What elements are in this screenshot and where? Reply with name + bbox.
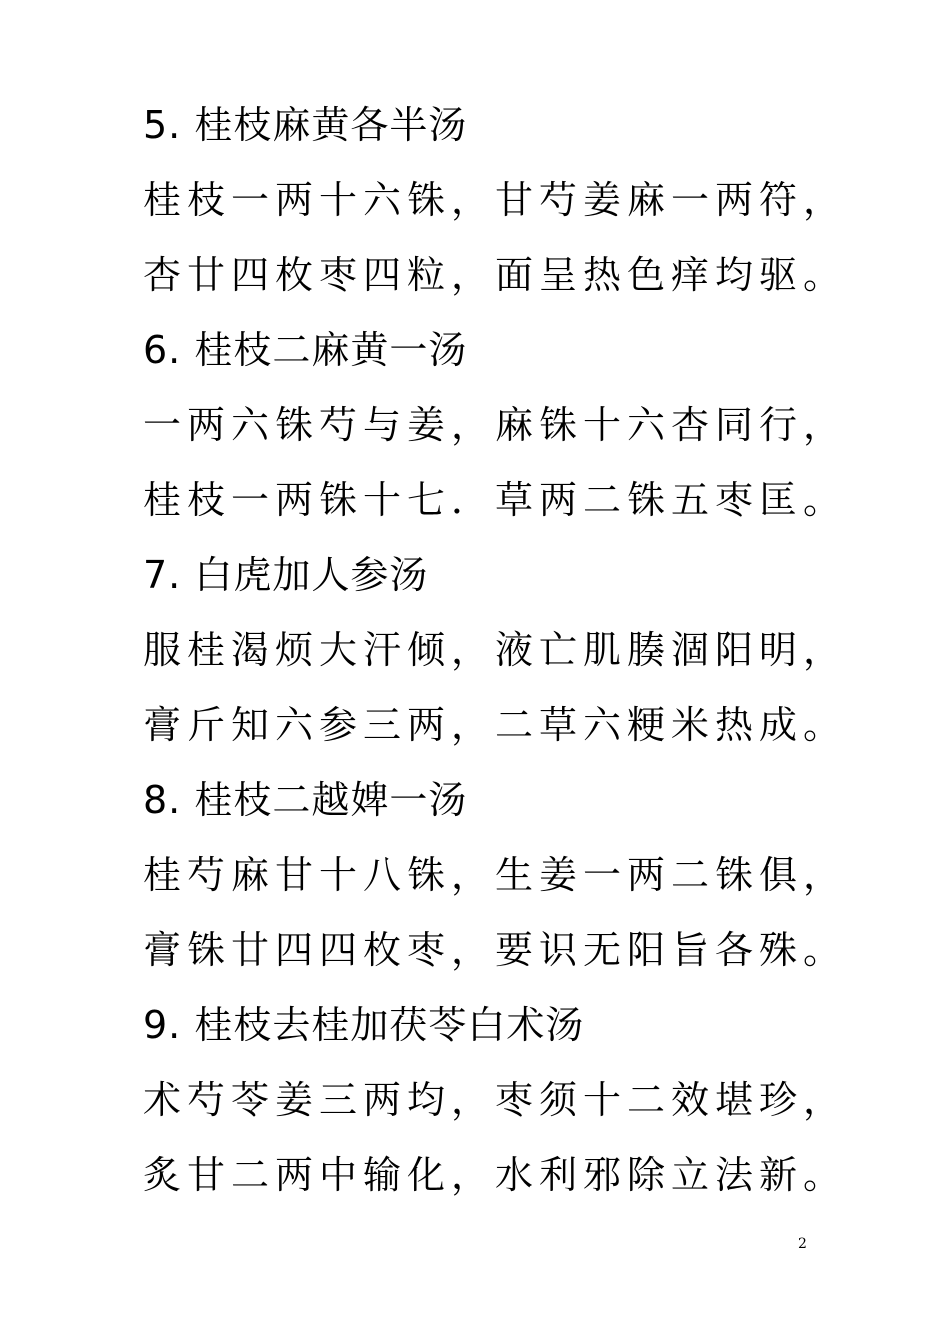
verse-line: 术芍苓姜三两均，枣须十二效堪珍， <box>143 1078 848 1122</box>
verse-line: 一两六铢芍与姜，麻铢十六杏同行， <box>143 403 848 447</box>
formula-title: 9. 桂枝去桂加茯苓白术汤 <box>143 1003 585 1047</box>
page-number: 2 <box>798 1236 807 1252</box>
formula-list <box>143 88 923 1213</box>
verse-line: 杏廿四枚枣四粒，面呈热色痒均驱。 <box>143 253 848 297</box>
verse-line: 膏铢廿四四枚枣，要识无阳旨各殊。 <box>143 928 848 972</box>
formula-title: 7. 白虎加人参汤 <box>143 553 429 597</box>
verse-line: 膏斤知六参三两，二草六粳米热成。 <box>143 703 848 747</box>
verse-line: 桂枝一两铢十七．草两二铢五枣匡。 <box>143 478 848 522</box>
formula-title: 5. 桂枝麻黄各半汤 <box>143 103 468 147</box>
formula-title: 8. 桂枝二越婢一汤 <box>143 778 468 822</box>
formula-title: 6. 桂枝二麻黄一汤 <box>143 328 468 372</box>
verse-line: 桂芍麻甘十八铢，生姜一两二铢俱， <box>143 853 848 897</box>
verse-line: 炙甘二两中输化，水利邪除立法新。 <box>143 1153 848 1197</box>
formula-6 <box>143 313 923 538</box>
formula-7 <box>143 538 923 763</box>
formula-8 <box>143 763 923 988</box>
verse-line: 桂枝一两十六铢，甘芍姜麻一两符， <box>143 178 848 222</box>
formula-5 <box>143 88 923 313</box>
verse-line: 服桂渴烦大汗倾，液亡肌腠涸阳明， <box>143 628 848 672</box>
formula-9 <box>143 988 923 1213</box>
